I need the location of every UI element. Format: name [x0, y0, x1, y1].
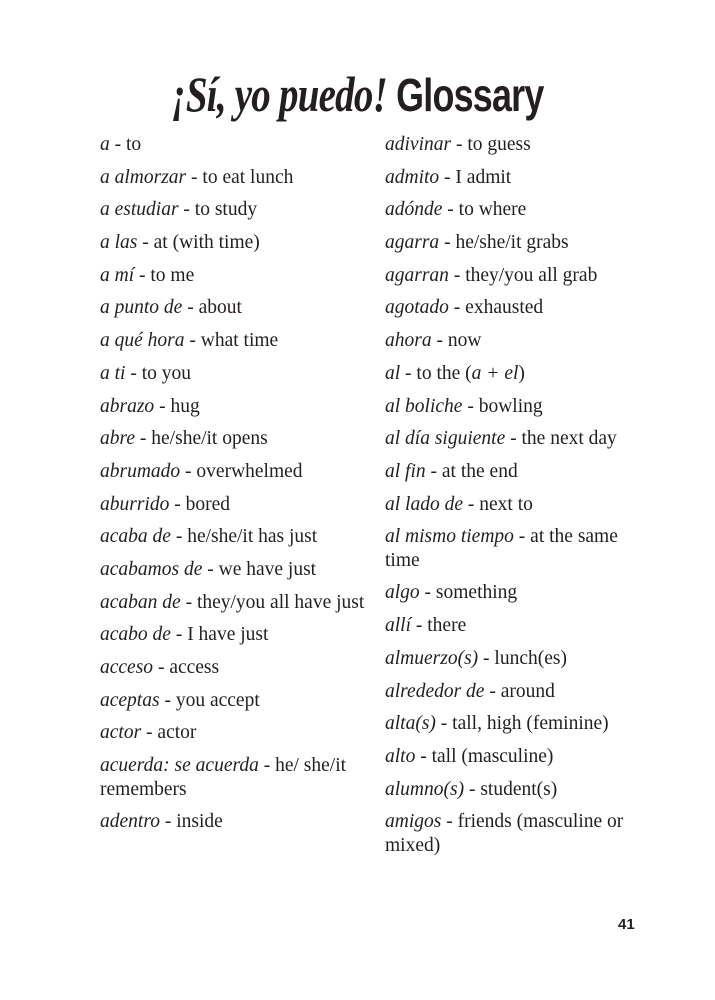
glossary-term: a punto de — [100, 297, 183, 319]
glossary-term: acceso — [100, 657, 154, 678]
page-number: 41 — [618, 916, 635, 933]
glossary-definition: friends (masculine or mixed) — [385, 811, 624, 856]
glossary-definition: tall, high (feminine) — [452, 713, 609, 735]
glossary-definition: tall (masculine) — [431, 745, 554, 767]
glossary-entry: actor - actor — [100, 722, 197, 744]
glossary-entry: al boliche - bowling — [385, 395, 543, 417]
glossary-definition: next to — [479, 493, 533, 515]
glossary-definition: ) — [518, 362, 525, 384]
glossary-entry: adentro - inside — [100, 811, 223, 833]
glossary-definition: bowling — [478, 395, 543, 417]
glossary-entry: acaba de - he/she/it has just — [100, 526, 318, 548]
glossary-entry: al día siguiente - the next day — [385, 428, 617, 450]
glossary-term: algo — [385, 582, 420, 604]
glossary-definition: he/she/it grabs — [455, 232, 569, 254]
glossary-term: acuerda: se acuerda — [100, 755, 259, 777]
glossary-entry: a qué hora - what time — [100, 330, 279, 352]
glossary-definition: to where — [458, 199, 527, 221]
glossary-entry: acuerda: se acuerda - he/ she/it remembers — [100, 755, 347, 800]
glossary-column-left — [100, 133, 370, 843]
glossary-term: ahora — [385, 330, 432, 352]
glossary-term: a las — [100, 232, 138, 254]
glossary-definition: they/you all have just — [196, 591, 365, 613]
title-italic: ¡Sí, yo puedo! — [171, 66, 387, 122]
glossary-term: alumno(s) — [385, 778, 465, 800]
glossary-definition: about — [198, 297, 242, 319]
glossary-term: agarran — [385, 264, 449, 286]
glossary-entry: acceso - access — [100, 657, 220, 678]
glossary-entry: amigos - friends (masculine or mixed) — [385, 811, 624, 856]
page-title — [0, 66, 715, 123]
glossary-definition: overwhelmed — [196, 460, 303, 482]
glossary-definition: he/she/it has just — [187, 526, 318, 548]
glossary-entry: al mismo tiempo - at the same time — [385, 526, 618, 571]
glossary-term: al mismo tiempo — [385, 526, 514, 548]
glossary-term: abre — [100, 428, 136, 450]
glossary-entry: agotado - exhausted — [385, 297, 544, 319]
glossary-entry: a ti - to you — [100, 362, 192, 384]
glossary-definition: access — [169, 657, 220, 678]
glossary-entry: al - to the (a + el) — [385, 362, 525, 384]
glossary-term: adivinar — [385, 134, 452, 155]
glossary-definition: to — [126, 134, 142, 155]
glossary-term: a ti — [100, 362, 126, 384]
glossary-entry: a - to — [100, 134, 142, 155]
glossary-entry: acabo de - I have just — [100, 624, 269, 646]
glossary-entry: agarra - he/she/it grabs — [385, 232, 569, 254]
glossary-definition: to the ( — [416, 362, 472, 384]
glossary-term: al lado de — [385, 493, 463, 515]
glossary-definition: they/you all grab — [465, 264, 598, 286]
glossary-entry: a las - at (with time) — [100, 232, 260, 254]
glossary-term: abrumado — [100, 460, 181, 482]
glossary-term: actor — [100, 722, 142, 744]
glossary-entry: al fin - at the end — [385, 460, 518, 482]
glossary-term: agotado — [385, 297, 449, 319]
glossary-definition: around — [500, 680, 555, 702]
glossary-term: aburrido — [100, 493, 170, 515]
glossary-definition: bored — [185, 493, 231, 515]
glossary-term: al boliche — [385, 395, 463, 417]
glossary-term: alrededor de — [385, 680, 485, 702]
glossary-term: al día siguiente — [385, 428, 506, 450]
glossary-definition: hug — [170, 395, 200, 417]
glossary-term: a mí — [100, 264, 135, 286]
glossary-entry: algo - something — [385, 582, 518, 604]
glossary-entry: alrededor de - around — [385, 680, 555, 702]
glossary-entry: al lado de - next to — [385, 493, 533, 515]
glossary-entry: adivinar - to guess — [385, 134, 531, 155]
glossary-term: a qué hora — [100, 330, 185, 352]
glossary-definition: the next day — [521, 428, 617, 450]
glossary-entry: alumno(s) - student(s) — [385, 778, 558, 800]
glossary-entry: alta(s) - tall, high (feminine) — [385, 713, 609, 735]
glossary-column-right — [385, 133, 650, 866]
glossary-definition: exhausted — [465, 297, 544, 319]
glossary-entry: adónde - to where — [385, 199, 527, 221]
glossary-term: allí — [385, 615, 412, 637]
glossary-term: almuerzo(s) — [385, 647, 479, 669]
glossary-term: aceptas — [100, 689, 160, 711]
glossary-term: abrazo — [100, 395, 155, 417]
glossary-definition: we have just — [218, 558, 317, 580]
glossary-definition: he/ she/it remembers — [100, 755, 347, 800]
glossary-definition: inside — [176, 811, 223, 833]
glossary-definition: something — [435, 582, 518, 604]
glossary-definition: student(s) — [480, 778, 558, 800]
glossary-definition: to eat lunch — [202, 166, 294, 188]
glossary-definition: to me — [150, 264, 195, 286]
glossary-entry: aceptas - you accept — [100, 689, 260, 711]
glossary-entry: abrazo - hug — [100, 395, 200, 417]
glossary-definition: you accept — [175, 689, 260, 711]
glossary-entry: abre - he/she/it opens — [100, 428, 268, 450]
glossary-term: acabo de — [100, 624, 171, 646]
glossary-definition: I admit — [455, 166, 512, 188]
glossary-term: al — [385, 362, 401, 384]
glossary-term: alta(s) — [385, 713, 436, 735]
glossary-definition: to study — [194, 199, 258, 221]
glossary-term: acaba de — [100, 526, 171, 548]
glossary-term: acaban de — [100, 591, 181, 613]
glossary-term: adónde — [385, 199, 443, 221]
glossary-entry: acabamos de - we have just — [100, 558, 317, 580]
glossary-term: agarra — [385, 232, 440, 254]
glossary-term: admito — [385, 166, 440, 188]
glossary-entry: a mí - to me — [100, 264, 195, 286]
glossary-term: alto — [385, 745, 416, 767]
glossary-definition: at the same time — [385, 526, 618, 571]
glossary-definition: to guess — [467, 134, 531, 155]
glossary-definition: there — [427, 615, 467, 637]
glossary-entry: acaban de - they/you all have just — [100, 591, 365, 613]
glossary-definition: actor — [157, 722, 197, 744]
title-plain: Glossary — [396, 69, 544, 121]
glossary-entry: aburrido - bored — [100, 493, 231, 515]
glossary-entry: alto - tall (masculine) — [385, 745, 554, 767]
glossary-entry: a punto de - about — [100, 297, 242, 319]
glossary-definition: at (with time) — [153, 232, 260, 254]
glossary-entry: almuerzo(s) - lunch(es) — [385, 647, 567, 669]
glossary-term: amigos — [385, 811, 442, 833]
glossary-definition: to you — [141, 362, 192, 384]
glossary-entry: a estudiar - to study — [100, 199, 258, 221]
glossary-entry: admito - I admit — [385, 166, 512, 188]
glossary-definition: a + el — [471, 362, 519, 384]
glossary-term: a estudiar — [100, 199, 179, 221]
glossary-definition: I have just — [187, 624, 269, 646]
glossary-definition: he/she/it opens — [151, 428, 268, 450]
glossary-entry: abrumado - overwhelmed — [100, 460, 303, 482]
glossary-definition: at the end — [441, 460, 518, 482]
glossary-entry: a almorzar - to eat lunch — [100, 166, 294, 188]
glossary-term: acabamos de — [100, 558, 203, 580]
glossary-entry: ahora - now — [385, 330, 482, 352]
glossary-term: a almorzar — [100, 166, 187, 188]
glossary-definition: lunch(es) — [494, 647, 567, 669]
glossary-definition: what time — [200, 330, 279, 352]
glossary-entry: allí - there — [385, 615, 467, 637]
glossary-term: a — [100, 134, 110, 155]
glossary-term: al fin — [385, 460, 426, 482]
glossary-term: adentro — [100, 811, 160, 833]
glossary-definition: now — [447, 330, 482, 352]
glossary-entry: agarran - they/you all grab — [385, 264, 598, 286]
